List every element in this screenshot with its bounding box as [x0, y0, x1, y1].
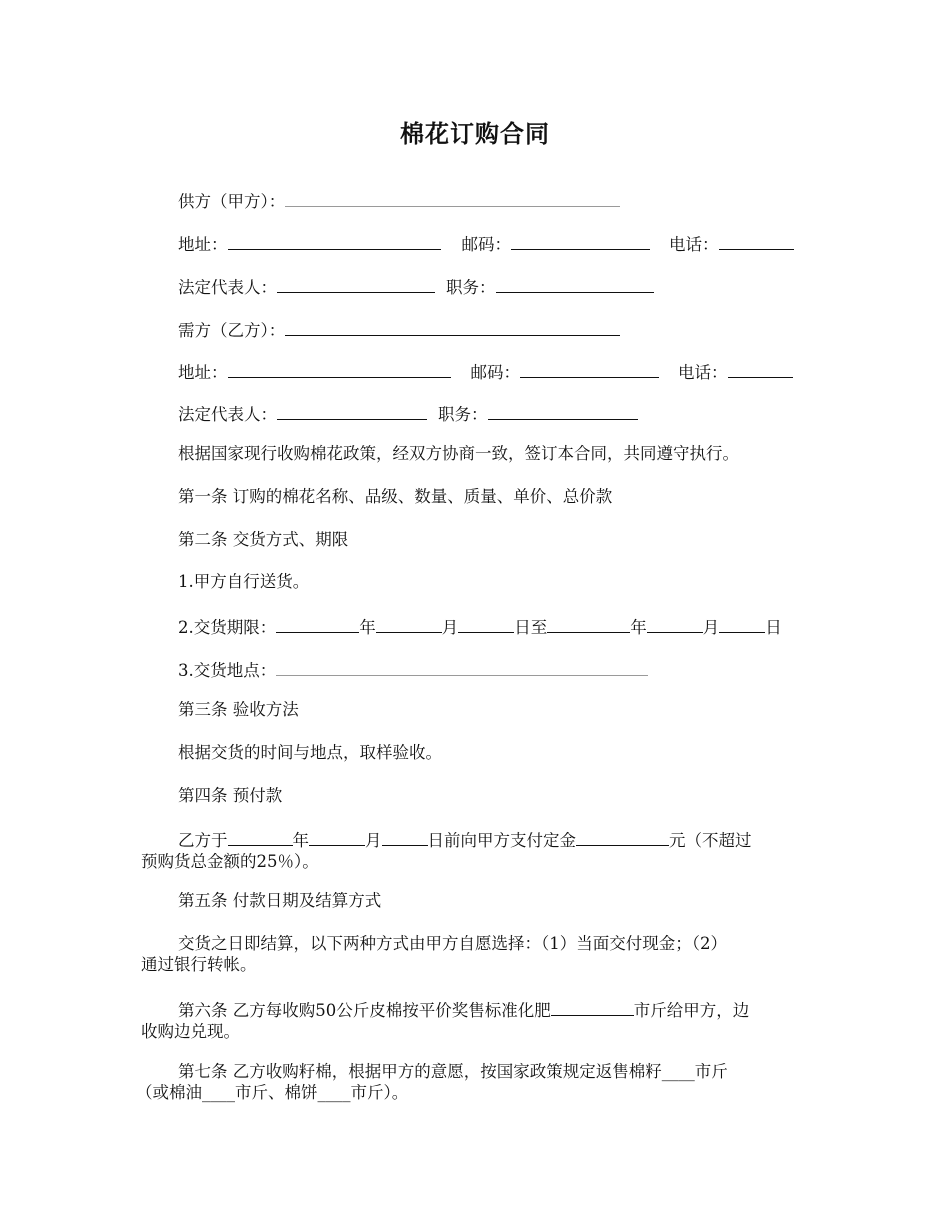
article-5-heading: 第五条 付款日期及结算方式 [178, 891, 382, 910]
delivery-place-field[interactable] [276, 657, 648, 676]
supplier-label: 供方（甲方）： [178, 192, 286, 211]
start-year-label: 年 [359, 618, 376, 637]
cotton-oil-label: （或棉油 [136, 1083, 202, 1102]
supplier-rep-line [178, 274, 654, 299]
start-year-field[interactable] [276, 614, 359, 633]
article-6-suffix: 市斤给甲方，边 [633, 1001, 750, 1020]
article-1-heading: 第一条 订购的棉花名称、品级、数量、质量、单价、总价款 [178, 487, 613, 506]
deposit-day-label: 日前向甲方支付定金 [427, 831, 576, 850]
article-6-line-2: 收购边兑现。 [141, 1022, 240, 1041]
article-2-heading: 第二条 交货方式、期限 [178, 530, 349, 549]
buyer-phone-field[interactable] [728, 359, 793, 378]
end-year-label: 年 [630, 618, 647, 637]
article-6-text [141, 997, 811, 1042]
article-7-prefix: 第七条 乙方收购籽棉，根据甲方的意愿，按国家政策规定返售棉籽 [178, 1062, 662, 1081]
buyer-position-label: 职务： [438, 405, 488, 424]
article-6-prefix: 第六条 乙方每收购50公斤皮棉按平价奖售标准化肥 [178, 1001, 551, 1020]
delivery-place-line [178, 657, 648, 682]
article-4-text [141, 827, 811, 872]
article-3-heading: 第三条 验收方法 [178, 700, 299, 719]
article-4-prefix: 乙方于 [178, 831, 228, 850]
supplier-position-field[interactable] [496, 274, 654, 293]
deposit-year-field[interactable] [228, 827, 293, 846]
article-3-text: 根据交货的时间与地点，取样验收。 [178, 743, 442, 762]
article-4-heading: 第四条 预付款 [178, 786, 283, 805]
supplier-phone-field[interactable] [719, 231, 794, 250]
buyer-label: 需方（乙方）： [178, 321, 286, 340]
article-5-text [141, 933, 811, 975]
buyer-rep-field[interactable] [277, 401, 427, 420]
article-7-line-1 [141, 1061, 811, 1082]
cottonseed-unit: 市斤 [694, 1062, 728, 1081]
end-year-field[interactable] [547, 614, 630, 633]
buyer-rep-label: 法定代表人： [178, 405, 277, 424]
deposit-day-field[interactable] [382, 827, 428, 846]
article-7-suffix: 市斤）。 [350, 1083, 409, 1102]
cotton-cake-label: 市斤、棉饼 [235, 1083, 318, 1102]
supplier-position-label: 职务： [446, 278, 496, 297]
deposit-yuan-label: 元（不超过 [669, 831, 752, 850]
supplier-rep-label: 法定代表人： [178, 278, 277, 297]
supplier-contact-line [178, 231, 794, 256]
buyer-address-field[interactable] [228, 359, 451, 378]
buyer-line [178, 317, 620, 342]
article-7-line-2 [136, 1082, 811, 1103]
article-4-line-1 [141, 827, 811, 851]
supplier-rep-field[interactable] [277, 274, 435, 293]
article-4-line-2: 预购货总金额的25％）。 [141, 852, 319, 871]
buyer-postcode-label: 邮码： [470, 363, 520, 382]
article-6-line-1 [141, 997, 811, 1021]
end-day-label: 日 [765, 618, 782, 637]
document-title: 棉花订购合同 [400, 120, 550, 148]
intro-text: 根据国家现行收购棉花政策，经双方协商一致，签订本合同，共同遵守执行。 [178, 444, 739, 463]
supplier-postcode-field[interactable] [511, 231, 650, 250]
article-5-line-1: 交货之日即结算，以下两种方式由甲方自愿选择：（1）当面交付现金；（2） [178, 934, 727, 953]
delivery-period-line [178, 614, 782, 639]
supplier-postcode-label: 邮码： [461, 235, 511, 254]
start-month-field[interactable] [376, 614, 442, 633]
buyer-postcode-field[interactable] [520, 359, 659, 378]
cotton-oil-amount-field[interactable]: ____ [202, 1083, 235, 1102]
end-month-label: 月 [702, 618, 720, 637]
fertilizer-amount-field[interactable] [551, 997, 634, 1016]
supplier-address-label: 地址： [178, 235, 228, 254]
deposit-amount-field[interactable] [576, 827, 669, 846]
buyer-phone-label: 电话： [678, 363, 728, 382]
end-day-field[interactable] [719, 614, 765, 633]
end-month-field[interactable] [647, 614, 703, 633]
supplier-name-field[interactable] [285, 188, 620, 207]
cottonseed-amount-field[interactable]: ____ [661, 1062, 695, 1081]
buyer-address-label: 地址： [178, 363, 228, 382]
supplier-line [178, 188, 620, 213]
deposit-month-label: 月 [365, 831, 382, 850]
article-5-line-2: 通过银行转帐。 [141, 955, 257, 974]
delivery-item-1: 1.甲方自行送货。 [178, 572, 310, 591]
deposit-month-field[interactable] [309, 827, 365, 846]
start-day-label: 日至 [514, 618, 548, 637]
start-day-field[interactable] [458, 614, 514, 633]
supplier-phone-label: 电话： [669, 235, 719, 254]
supplier-address-field[interactable] [228, 231, 441, 250]
buyer-rep-line [178, 401, 638, 426]
buyer-contact-line [178, 359, 793, 384]
deposit-year-label: 年 [292, 831, 309, 850]
buyer-position-field[interactable] [488, 401, 638, 420]
delivery-place-label: 3.交货地点： [178, 661, 277, 680]
cotton-cake-amount-field[interactable]: ____ [317, 1083, 351, 1102]
delivery-period-label: 2.交货期限： [178, 618, 277, 637]
buyer-name-field[interactable] [285, 317, 620, 336]
start-month-label: 月 [441, 618, 459, 637]
article-7-text [136, 1061, 811, 1103]
